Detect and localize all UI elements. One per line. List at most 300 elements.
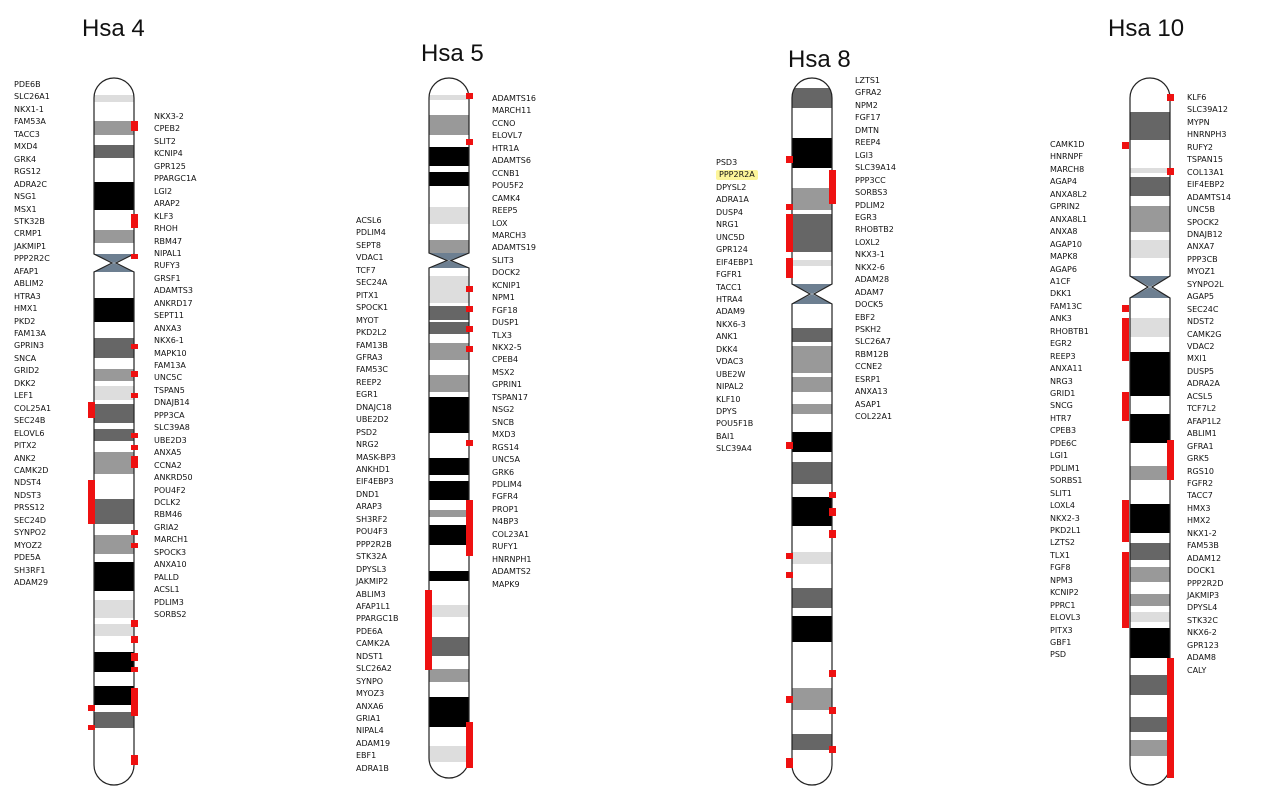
gene-label-hsa4-right-20: FAM13A [154,361,186,370]
band-hsa4-16 [94,624,134,636]
gene-label-hsa10-left-5: GPRIN2 [1050,202,1081,212]
band-hsa10-15 [1130,675,1170,695]
gene-label-hsa4-right-21: UNC5C [154,373,183,383]
gene-label-hsa10-left-23: CPEB3 [1050,426,1077,436]
gene-label-hsa4-right-10: RBM47 [154,236,183,246]
gene-label-hsa5-right-34: N4BP3 [492,517,519,527]
gene-label-hsa4-right-17: ANXA3 [154,323,182,333]
band-hsa5-0 [429,95,469,100]
gene-label-hsa5-right-6: CCNB1 [492,168,520,178]
band-hsa4-14 [94,562,134,591]
gene-label-hsa5-left-27: STK32A [356,552,387,562]
gene-label-hsa4-left-40: ADAM29 [14,578,49,587]
gene-label-hsa5-left-23: ARAP3 [356,502,383,512]
gene-label-hsa5-right-12: ADAMTS19 [492,243,537,253]
marker-right-hsa5-1 [466,139,473,145]
gene-label-hsa5-left-5: SEC24A [356,278,388,288]
band-hsa4-19 [94,712,134,728]
band-hsa8-15 [792,688,832,710]
band-hsa5-1 [429,115,469,135]
gene-label-hsa8-left-14: ANK1 [716,332,738,342]
gene-label-hsa8-right-2: NPM2 [855,100,878,110]
gene-label-hsa8-left-23: SLC39A4 [716,444,752,454]
gene-label-hsa4-left-26: COL25A1 [14,403,52,413]
title-hsa8: Hsa 8 [788,46,851,73]
gene-label-hsa10-right-39: PPP2R2D [1187,578,1224,588]
gene-label-hsa4-right-13: GRSF1 [154,273,181,283]
gene-label-hsa4-right-14: ADAMTS3 [154,286,193,296]
gene-label-hsa5-left-40: GRIA1 [356,714,381,723]
gene-label-hsa10-left-39: PITX3 [1050,625,1073,635]
band-hsa4-3 [94,182,134,210]
marker-right-hsa5-2 [466,286,473,292]
band-hsa10-2 [1130,177,1170,196]
gene-label-hsa5-left-16: UBE2D2 [356,415,389,425]
band-hsa10-8 [1130,466,1170,480]
gene-label-hsa5-left-37: SYNPO [356,676,384,686]
gene-label-hsa10-right-43: NKX6-2 [1187,628,1217,638]
marker-right-hsa5-8 [466,722,473,768]
band-hsa10-17 [1130,740,1170,756]
gene-label-hsa8-left-5: NRG1 [716,220,739,230]
gene-label-hsa4-left-6: GRK4 [14,154,37,164]
gene-label-hsa10-right-10: SPOCK2 [1187,217,1220,227]
gene-label-hsa4-left-7: RGS12 [14,167,42,177]
gene-label-hsa10-left-30: NKX2-3 [1050,513,1080,523]
gene-label-hsa10-right-16: AGAP5 [1187,292,1214,302]
band-hsa5-17 [429,605,469,617]
gene-label-hsa10-right-17: SEC24C [1187,304,1219,314]
band-hsa5-5 [429,240,469,253]
gene-label-hsa10-left-2: MARCH8 [1050,164,1085,174]
band-hsa5-10 [429,375,469,392]
gene-label-hsa4-left-20: FAM13A [14,329,46,338]
band-hsa8-12 [792,552,832,564]
gene-label-hsa8-right-9: SORBS3 [855,188,888,198]
marker-right-hsa5-5 [466,346,473,352]
gene-label-hsa5-right-39: MAPK9 [492,579,520,589]
gene-label-hsa8-right-11: EGR3 [855,212,877,222]
gene-label-hsa4-left-21: GPRIN3 [14,341,45,351]
gene-label-hsa10-left-1: HNRNPF [1050,152,1083,162]
band-hsa8-3 [792,214,832,252]
gene-label-hsa5-right-38: ADAMTS2 [492,567,531,577]
gene-label-hsa8-right-27: COL22A1 [855,412,893,422]
gene-label-hsa4-right-3: KCNIP4 [154,149,183,159]
gene-label-hsa8-right-19: EBF2 [855,312,876,322]
gene-label-hsa8-left-7: GPR124 [716,245,748,255]
band-hsa5-15 [429,525,469,545]
gene-label-hsa4-left-1: SLC26A1 [14,92,50,102]
gene-label-hsa10-right-21: MXI1 [1187,354,1207,364]
band-hsa8-5 [792,328,832,342]
marker-right-hsa4-2 [131,254,138,259]
gene-label-hsa4-right-39: PDLIM3 [154,597,184,607]
gene-label-hsa8-right-15: NKX2-6 [855,262,885,272]
gene-label-hsa5-right-5: ADAMTS6 [492,156,531,166]
gene-label-hsa10-left-11: A1CF [1050,276,1071,286]
gene-label-hsa8-left-2: DPYSL2 [716,182,747,192]
gene-label-hsa8-left-19: KLF10 [716,394,741,404]
gene-label-hsa10-right-46: CALY [1187,665,1207,675]
marker-right-hsa8-2 [829,508,836,516]
gene-label-hsa10-left-18: ANXA11 [1050,364,1083,374]
gene-label-hsa5-left-19: MASK-BP3 [356,452,396,462]
gene-label-hsa4-right-26: UBE2D3 [154,435,187,445]
gene-label-hsa4-left-18: HMX1 [14,304,38,314]
gene-label-hsa10-left-31: PKD2L1 [1050,525,1081,535]
gene-label-hsa4-right-32: RBM46 [154,510,183,520]
band-hsa10-12 [1130,594,1170,606]
gene-label-hsa5-left-38: MYOZ3 [356,689,385,699]
marker-right-hsa4-15 [131,688,138,716]
gene-label-hsa8-right-23: CCNE2 [855,362,883,372]
gene-label-hsa5-left-1: PDLIM4 [356,228,386,238]
gene-label-hsa5-left-3: VDAC1 [356,253,384,263]
marker-left-hsa8-2 [786,214,793,252]
gene-label-hsa5-left-20: ANKHD1 [356,465,390,474]
gene-label-hsa10-right-2: MYPN [1187,117,1210,127]
gene-label-hsa4-right-24: PPP3CA [154,410,185,420]
gene-label-hsa4-left-0: PDE6B [14,80,41,89]
gene-label-hsa5-right-27: MXD3 [492,430,516,440]
gene-label-hsa5-left-22: DND1 [356,489,380,499]
band-hsa5-13 [429,481,469,500]
marker-left-hsa8-8 [786,758,793,768]
marker-right-hsa8-5 [829,707,836,714]
gene-label-hsa4-left-29: PITX2 [14,441,37,451]
gene-label-hsa8-left-3: ADRA1A [716,195,749,205]
band-hsa8-11 [792,497,832,526]
gene-label-hsa5-left-31: AFAP1L1 [356,601,391,611]
gene-label-hsa4-left-28: ELOVL6 [14,428,45,438]
gene-label-hsa10-right-6: COL13A1 [1187,167,1225,177]
gene-label-hsa4-right-4: GPR125 [154,161,186,171]
marker-right-hsa8-1 [829,492,836,498]
gene-label-hsa8-right-0: LZTS1 [855,76,880,85]
marker-right-hsa4-7 [131,445,138,450]
gene-label-hsa4-right-37: PALLD [154,572,179,582]
gene-label-hsa4-right-33: GRIA2 [154,522,179,532]
band-hsa10-14 [1130,628,1170,658]
gene-label-hsa5-right-30: GRK6 [492,467,515,477]
marker-right-hsa4-12 [131,636,138,643]
gene-label-hsa5-left-29: JAKMIP2 [356,577,389,587]
gene-label-hsa5-left-35: NDST1 [356,651,384,661]
gene-label-hsa5-left-0: ACSL6 [356,216,382,225]
gene-label-hsa5-left-10: FAM13B [356,340,388,350]
gene-label-hsa10-right-15: SYNPO2L [1187,279,1224,289]
marker-right-hsa4-5 [131,393,138,398]
gene-label-hsa5-right-36: RUFY1 [492,542,518,552]
gene-label-hsa5-right-16: NPM1 [492,293,515,303]
gene-label-hsa5-left-13: REEP2 [356,377,382,387]
band-hsa10-9 [1130,504,1170,533]
band-hsa10-16 [1130,717,1170,732]
gene-label-hsa10-right-24: ACSL5 [1187,391,1213,401]
gene-label-hsa10-left-21: SNCG [1050,401,1073,411]
band-hsa4-10 [94,429,134,441]
gene-label-hsa8-left-6: UNC5D [716,232,745,242]
marker-right-hsa4-16 [131,755,138,765]
marker-right-hsa4-8 [131,456,138,468]
gene-label-hsa8-left-4: DUSP4 [716,207,744,217]
marker-right-hsa5-4 [466,326,473,332]
gene-label-hsa5-right-1: MARCH11 [492,106,532,116]
gene-label-hsa10-right-33: HMX3 [1187,503,1211,513]
gene-label-hsa4-right-8: KLF3 [154,211,174,221]
gene-label-hsa5-left-44: ADRA1B [356,763,389,773]
gene-label-hsa4-right-29: ANKRD50 [154,473,193,483]
gene-label-hsa10-right-42: STK32C [1187,615,1218,625]
gene-label-hsa10-right-45: ADAM8 [1187,653,1216,663]
marker-left-hsa4-4 [88,725,95,730]
gene-label-hsa5-right-10: LOX [492,218,508,228]
gene-label-hsa4-left-15: AFAP1 [14,266,39,276]
gene-label-hsa5-right-23: GPRIN1 [492,380,523,390]
gene-label-hsa5-right-18: DUSP1 [492,318,520,328]
band-hsa5-6 [429,276,469,303]
gene-label-hsa5-left-21: EIF4EBP3 [356,477,394,487]
gene-label-hsa4-right-5: PPARGC1A [154,174,197,184]
band-hsa10-7 [1130,414,1170,443]
marker-left-hsa10-3 [1122,392,1129,421]
gene-label-hsa10-right-37: ADAM12 [1187,553,1222,563]
gene-label-hsa8-left-11: HTRA4 [716,294,743,304]
gene-label-hsa10-left-36: KCNIP2 [1050,588,1079,598]
gene-label-hsa5-right-22: MSX2 [492,367,515,377]
gene-label-hsa8-right-24: ESRP1 [855,374,881,384]
gene-label-hsa5-left-18: NRG2 [356,440,379,450]
marker-left-hsa8-6 [786,572,793,578]
gene-label-hsa8-right-7: SLC39A14 [855,163,896,173]
title-hsa5: Hsa 5 [421,40,484,67]
band-hsa5-12 [429,458,469,475]
gene-label-hsa4-right-6: LGI2 [154,186,173,196]
band-hsa10-1 [1130,168,1170,173]
gene-label-hsa5-right-26: SNCB [492,417,515,427]
gene-label-hsa5-right-14: DOCK2 [492,268,521,278]
band-hsa5-21 [429,746,469,762]
gene-label-hsa4-left-31: CAMK2D [14,465,49,475]
band-hsa8-7 [792,377,832,392]
gene-label-hsa10-right-4: RUFY2 [1187,142,1213,152]
band-hsa8-14 [792,616,832,642]
gene-label-hsa10-right-35: NKX1-2 [1187,528,1217,538]
band-hsa5-11 [429,397,469,433]
gene-label-hsa5-left-6: PITX1 [356,290,379,300]
gene-label-hsa10-left-25: LGI1 [1050,451,1069,461]
gene-label-hsa4-left-38: PDE5A [14,553,41,563]
marker-right-hsa10-2 [1167,440,1174,480]
marker-left-hsa10-1 [1122,305,1129,312]
gene-label-hsa4-left-36: SYNPO2 [14,528,47,538]
marker-right-hsa8-3 [829,530,836,538]
band-hsa5-19 [429,669,469,682]
gene-label-hsa8-right-21: SLC26A7 [855,337,891,347]
band-hsa8-2 [792,188,832,210]
gene-label-hsa4-right-2: SLIT2 [154,136,176,146]
gene-label-hsa10-left-6: ANXA8L1 [1050,214,1088,224]
gene-label-hsa5-right-25: NSG2 [492,405,515,415]
gene-label-hsa10-left-38: ELOVL3 [1050,613,1081,623]
marker-left-hsa10-2 [1122,318,1129,361]
gene-label-hsa4-right-16: SEPT11 [154,311,185,321]
gene-label-hsa5-right-20: NKX2-5 [492,343,522,352]
gene-label-hsa5-right-15: KCNIP1 [492,280,521,290]
gene-label-hsa4-right-12: RUFY3 [154,261,180,271]
bands-hsa10 [1130,112,1170,756]
gene-label-hsa8-right-13: LOXL2 [855,237,880,247]
gene-label-hsa5-right-32: FGFR4 [492,492,519,502]
gene-label-hsa5-left-9: PKD2L2 [356,328,387,338]
marker-right-hsa10-1 [1167,168,1174,175]
band-hsa10-6 [1130,352,1170,396]
gene-label-hsa4-left-14: PPP2R2C [14,254,50,264]
gene-label-hsa4-right-38: ACSL1 [154,585,180,595]
gene-label-hsa8-left-16: VDAC3 [716,357,744,367]
gene-label-hsa4-left-17: HTRA3 [14,291,41,301]
band-hsa4-9 [94,404,134,423]
gene-label-hsa4-left-39: SH3RF1 [14,565,46,575]
gene-label-hsa5-left-2: SEPT8 [356,240,381,250]
gene-label-hsa10-right-1: SLC39A12 [1187,105,1228,115]
marker-left-hsa5-0 [425,590,432,670]
band-hsa4-2 [94,145,134,158]
gene-label-hsa8-left-12: ADAM9 [716,307,745,317]
gene-label-hsa5-left-33: PDE6A [356,626,383,636]
gene-label-hsa10-left-20: GRID1 [1050,389,1076,398]
gene-label-hsa10-left-19: NRG3 [1050,376,1073,386]
gene-label-hsa10-right-14: MYOZ1 [1187,267,1216,277]
gene-label-hsa10-right-0: KLF6 [1187,93,1207,102]
gene-label-hsa8-left-1: PPP2R2A [716,170,758,180]
gene-label-hsa4-right-15: ANKRD17 [154,298,193,308]
gene-label-hsa10-left-37: PPRC1 [1050,600,1076,610]
gene-label-hsa4-left-3: FAM53A [14,117,46,127]
gene-label-hsa8-left-0: PSD3 [716,158,738,167]
gene-label-hsa8-right-16: ADAM28 [855,275,890,285]
gene-label-hsa8-right-14: NKX3-1 [855,250,885,260]
gene-label-hsa4-left-8: ADRA2C [14,179,48,189]
gene-label-hsa5-left-4: TCF7 [356,265,376,275]
band-hsa4-7 [94,369,134,381]
gene-label-hsa8-left-13: NKX6-3 [716,319,746,329]
band-hsa10-10 [1130,543,1170,560]
gene-label-hsa10-right-29: GRK5 [1187,454,1210,464]
gene-label-hsa10-left-12: DKK1 [1050,289,1072,299]
gene-label-hsa5-right-13: SLIT3 [492,255,514,265]
gene-label-hsa10-left-16: EGR2 [1050,339,1072,349]
gene-label-hsa5-left-12: FAM53C [356,365,389,375]
band-hsa4-11 [94,452,134,474]
gene-label-hsa4-left-13: JAKMIP1 [14,241,47,251]
gene-label-hsa4-left-12: CRMP1 [14,229,42,239]
band-hsa8-4 [792,260,832,266]
gene-label-hsa10-right-18: NDST2 [1187,317,1215,327]
gene-label-hsa8-left-17: UBE2W [716,369,746,379]
gene-label-hsa4-left-33: NDST3 [14,490,42,500]
gene-label-hsa8-right-4: DMTN [855,125,879,135]
gene-label-hsa10-right-26: AFAP1L2 [1187,416,1222,426]
marker-left-hsa4-3 [88,705,95,711]
gene-label-hsa4-left-35: SEC24D [14,515,47,525]
band-hsa5-9 [429,343,469,360]
gene-label-hsa4-left-19: PKD2 [14,316,36,326]
gene-label-hsa10-left-8: AGAP10 [1050,239,1083,249]
gene-label-hsa10-right-38: DOCK1 [1187,566,1216,576]
gene-label-hsa8-right-25: ANXA13 [855,387,888,397]
gene-label-hsa4-left-27: SEC24B [14,416,46,426]
gene-label-hsa10-right-20: VDAC2 [1187,342,1215,351]
marker-right-hsa4-14 [131,667,138,672]
gene-label-hsa10-right-28: GFRA1 [1187,441,1214,451]
gene-label-hsa10-right-5: TSPAN15 [1187,155,1223,165]
gene-label-hsa4-left-37: MYOZ2 [14,540,43,550]
band-hsa8-13 [792,588,832,608]
gene-label-hsa4-right-0: NKX3-2 [154,112,184,121]
marker-left-hsa8-1 [786,204,793,210]
band-hsa10-13 [1130,612,1170,622]
gene-label-hsa5-left-28: DPYSL3 [356,564,387,574]
band-hsa5-18 [429,637,469,656]
gene-label-hsa10-left-3: AGAP4 [1050,177,1077,187]
gene-label-hsa10-left-22: HTR7 [1050,413,1072,423]
gene-label-hsa10-right-23: ADRA2A [1187,379,1220,389]
gene-label-hsa5-left-36: SLC26A2 [356,664,392,674]
marker-left-hsa10-4 [1122,500,1129,542]
marker-left-hsa8-4 [786,442,793,449]
gene-label-hsa5-right-33: PROP1 [492,504,519,514]
gene-label-hsa5-right-11: MARCH3 [492,230,527,240]
gene-label-hsa10-left-41: PSD [1050,650,1067,660]
gene-label-hsa5-left-25: POU4F3 [356,527,388,537]
gene-label-hsa5-left-8: MYOT [356,315,379,325]
marker-left-hsa8-5 [786,553,793,559]
bands-hsa5 [429,95,469,762]
gene-label-hsa4-right-23: DNAJB14 [154,398,190,408]
gene-label-hsa4-left-4: TACC3 [14,129,40,139]
marker-right-hsa4-6 [131,433,138,438]
marker-left-hsa4-1 [88,402,95,418]
band-hsa10-11 [1130,567,1170,582]
marker-right-hsa10-3 [1167,658,1174,778]
gene-label-hsa10-right-27: ABLIM1 [1187,429,1217,439]
band-hsa8-1 [792,138,832,168]
gene-label-hsa8-left-15: DKK4 [716,344,738,354]
gene-label-hsa5-right-28: RGS14 [492,442,520,452]
gene-label-hsa5-left-26: PPP2R2B [356,539,392,549]
gene-label-hsa10-right-3: HNRNPH3 [1187,130,1227,140]
gene-label-hsa5-left-43: EBF1 [356,751,377,761]
marker-right-hsa5-0 [466,93,473,99]
gene-label-hsa5-left-17: PSD2 [356,427,378,437]
gene-label-hsa10-left-4: ANXA8L2 [1050,189,1088,199]
gene-label-hsa5-right-19: TLX3 [492,330,512,340]
band-hsa4-4 [94,230,134,243]
marker-left-hsa8-0 [786,156,793,163]
gene-label-hsa10-left-13: FAM13C [1050,301,1083,311]
band-hsa8-6 [792,346,832,373]
gene-label-hsa8-right-10: PDLIM2 [855,200,885,210]
marker-right-hsa4-4 [131,371,138,377]
gene-label-hsa10-right-9: UNC5B [1187,205,1216,215]
gene-label-hsa10-left-17: REEP3 [1050,351,1076,361]
band-hsa5-14 [429,510,469,517]
gene-label-hsa8-right-20: PSKH2 [855,325,882,334]
gene-label-hsa5-right-21: CPEB4 [492,355,519,365]
gene-label-hsa10-right-40: JAKMIP3 [1187,591,1220,600]
